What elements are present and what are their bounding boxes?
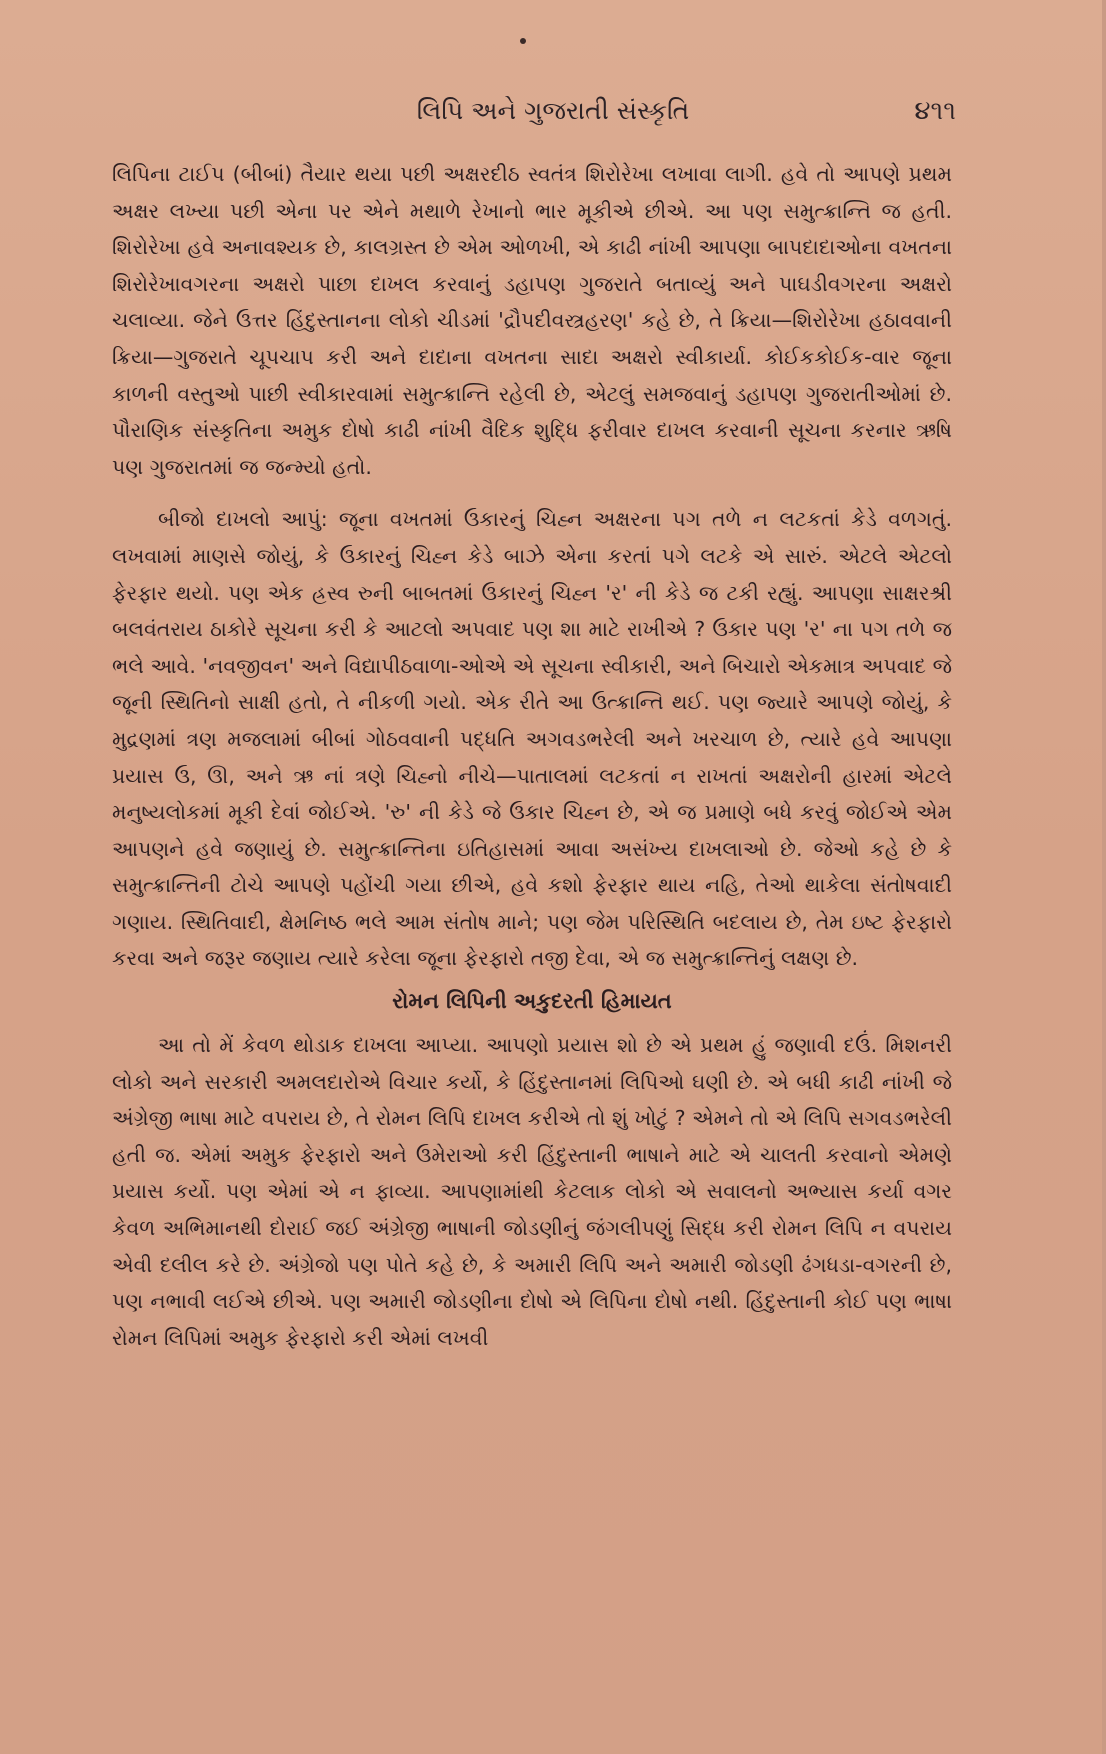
paragraph-2: બીજો દાખલો આપું: જૂના વખતમાં ઉકારનું ચિહ્ન અક્ષરના પગ તળે ન લટકતાં કેડે વળગતું. લખવામાં માણસે જોયું, કે ઉકારનું ચિહ્ન કેડે બાઝે એના કરતાં પગે લટકે એ સારું. એટલે એટલો ફેરફાર થયો. પણ એક હ્રસ્વ રુની બાબતમાં ઉકારનું ચિહ્ન 'ર' ની કેડે જ ટકી રહ્યું. આપણા સાક્ષરશ્રી બલવંતરાય ઠાકોરે સૂચના કરી કે આટલો અપવાદ પણ શા માટે રાખીએ ? ઉકાર પણ 'ર' ના પગ તળે જ ભલે આવે. 'નવજીવન' અને વિદ્યાપીઠવાળા-ઓએ એ સૂચના સ્વીકારી, અને બિચારો એકમાત્ર અપવાદ જે જૂની સ્થિતિનો સાક્ષી હતો, તે નીકળી ગયો. એક રીતે આ ઉત્ક્રાન્તિ થઈ. પણ જ્યારે આપણે જોયું, કે મુદ્રણમાં ત્રણ મજલામાં બીબાં ગોઠવવાની પદ્ધતિ અગવડભરેલી અને ખરચાળ છે, ત્યારે હવે આપણા પ્રયાસ ઉ, ઊ, અને ઋ નાં ત્રણે ચિહ્નો નીચે—પાતાલમાં લટકતાં ન રાખતાં અક્ષરોની હારમાં એટલે મનુષ્યલોકમાં મૂકી દેવાં જોઈએ. 'રુ' ની કેડે જે ઉકાર ચિહ્ન છે, એ જ પ્રમાણે બધે કરવું જોઈએ એમ આપણને હવે જણાયું છે. સમુત્ક્રાન્તિના ઇતિહાસમાં આવા અસંખ્ય દાખલાઓ છે. જેઓ કહે છે કે સમુત્ક્રાન્તિની ટોચે આપણે પહોંચી ગયા છીએ, હવે કશો ફેરફાર થાય નહિ, તેઓ થાકેલા સંતોષવાદી ગણાય. સ્થિતિવાદી, ક્ષેમનિષ્ઠ ભલે આમ સંતોષ માને; પણ જેમ પરિસ્થિતિ બદલાય છે, તેમ ઇષ્ટ ફેરફારો કરવા અને જરૂર જણાય ત્યારે કરેલા જૂના ફેરફારો તજી દેવા, એ જ સમુત્ક્રાન્તિનું લક્ષણ છે. — [112, 507, 952, 971]
running-title: લિપિ અને ગુજરાતી સંસ્કૃતિ — [416, 96, 690, 125]
ink-speck — [520, 38, 526, 44]
running-header — [0, 92, 1106, 132]
body-text — [112, 156, 952, 1356]
page-number: ૪૧૧ — [914, 96, 956, 126]
paragraph-3: આ તો મેં કેવળ થોડાક દાખલા આપ્યા. આપણો પ્રયાસ શો છે એ પ્રથમ હું જણાવી દઉં. મિશનરી લોકો અને સરકારી અમલદારોએ વિચાર કર્યો, કે હિંદુસ્તાનમાં લિપિઓ ઘણી છે. એ બધી કાઢી નાંખી જે અંગ્રેજી ભાષા માટે વપરાય છે, તે રોમન લિપિ દાખલ કરીએ તો શું ખોટું ? એમને તો એ લિપિ સગવડભરેલી હતી જ. એમાં અમુક ફેરફારો અને ઉમેરાઓ કરી હિંદુસ્તાની ભાષાને માટે એ ચાલતી કરવાનો એમણે પ્રયાસ કર્યો. પણ એમાં એ ન ફાવ્યા. આપણામાંથી કેટલાક લોકો એ સવાલનો અભ્યાસ કર્યા વગર કેવળ અભિમાનથી દોરાઈ જઈ અંગ્રેજી ભાષાની જોડણીનું જંગલીપણું સિદ્ધ કરી રોમન લિપિ ન વપરાય એવી દલીલ કરે છે. અંગ્રેજો પણ પોતે કહે છે, કે અમારી લિપિ અને અમારી જોડણી ઢંગધડા-વગરની છે, પણ નભાવી લઈએ છીએ. પણ અમારી જોડણીના દોષો એ લિપિના દોષો નથી. હિંદુસ્તાની કોઈ પણ ભાષા રોમન લિપિમાં અમુક ફેરફારો કરી એમાં લખવી — [112, 1033, 952, 1350]
paragraph-1: લિપિના ટાઈપ (બીબાં) તૈયાર થયા પછી અક્ષરદીઠ સ્વતંત્ર શિરોરેખા લખાવા લાગી. હવે તો આપણે પ્રથમ અક્ષર લખ્યા પછી એના પર એને મથાળે રેખાનો ભાર મૂકીએ છીએ. આ પણ સમુત્ક્રાન્તિ જ હતી. શિરોરેખા હવે અનાવશ્યક છે, કાલગ્રસ્ત છે એમ ઓળખી, એ કાઢી નાંખી આપણા બાપદાદાઓના વખતના શિરોરેખાવગરના અક્ષરો પાછા દાખલ કરવાનું ડહાપણ ગુજરાતે બતાવ્યું અને પાઘડીવગરના અક્ષરો ચલાવ્યા. જેને ઉત્તર હિંદુસ્તાનના લોકો ચીડમાં 'દ્રૌપદીવસ્ત્રહરણ' કહે છે, તે ક્રિયા—શિરોરેખા હઠાવવાની ક્રિયા—ગુજરાતે ચૂપચાપ કરી અને દાદાના વખતના સાદા અક્ષરો સ્વીકાર્યા. કોઈકકોઈક-વાર જૂના કાળની વસ્તુઓ પાછી સ્વીકારવામાં સમુત્ક્રાન્તિ રહેલી છે, એટલું સમજવાનું ડહાપણ ગુજરાતીઓમાં છે. પૌરાણિક સંસ્કૃતિના અમુક દોષો કાઢી નાંખી વૈદિક શુદ્ધિ ફરીવાર દાખલ કરવાની સૂચના કરનાર ઋષિ પણ ગુજરાતમાં જ જન્મ્યો હતો. — [112, 162, 952, 479]
section-heading: રોમન લિપિની અકુદરતી હિમાયત — [392, 989, 672, 1014]
